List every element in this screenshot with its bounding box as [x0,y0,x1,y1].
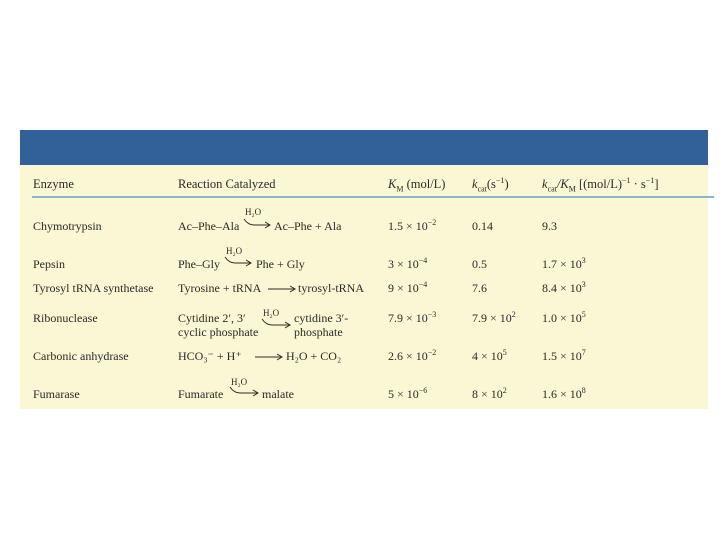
enzyme-table [20,130,708,409]
row-3-enzyme: Tyrosyl tRNA synthetase [33,281,154,295]
row-6-product: malate [262,387,294,401]
header-enzyme: Enzyme [33,177,74,191]
row-5-kcat: $4 \times 10^5$ [472,348,507,363]
row-1-product: Ac–Phe + Ala [274,219,342,233]
row-6-arrow-icon [228,384,260,398]
row-1-water: H₂O [245,207,262,217]
row-4-enzyme: Ribonuclease [33,311,98,325]
row-3-kcat: 7.6 [472,281,487,295]
row-4-kcat: $7.9 \times 10^2$ [472,310,516,325]
header-reaction: Reaction Catalyzed [178,177,276,191]
row-6-kcat: $8 \times 10^2$ [472,386,507,401]
row-1-kcat: 0.14 [472,219,493,233]
row-3-ratio: $8.4 \times 10^3$ [542,280,586,295]
row-5-enzyme: Carbonic anhydrase [33,349,129,363]
row-1-enzyme: Chymotrypsin [33,219,102,233]
row-5-ratio: $1.5 \times 10^7$ [542,348,586,363]
row-1-reactant: Ac–Phe–Ala [178,219,240,233]
row-1-km: $1.5 \times 10^{-2}$ [388,218,437,233]
header-ratio: $k_{cat}/K_M$ $[(mol/L)^{-1} \cdot s^{-1}]$ [542,175,659,194]
header-rule [32,196,714,198]
row-4-km: $7.9 \times 10^{-3}$ [388,310,437,325]
row-5-product: H₂O + CO₂ [286,349,342,363]
row-4-reactant-line2: cyclic phosphate [178,325,259,339]
table-header-bar [20,130,708,165]
row-6-enzyme: Fumarase [33,387,80,401]
row-4-product-line2: phosphate [294,325,343,339]
row-4-product: cytidine 3′- [294,311,349,325]
row-2-arrow-icon [223,254,253,268]
row-5-reactant: HCO₃⁻ + H⁺ [178,349,242,363]
row-3-arrow-icon [267,281,297,295]
row-2-km: $3 \times 10^{-4}$ [388,256,428,271]
row-2-reactant: Phe–Gly [178,257,220,271]
row-2-ratio: $1.7 \times 10^3$ [542,256,586,271]
row-6-km: $5 \times 10^{-6}$ [388,386,428,401]
row-2-enzyme: Pepsin [33,257,66,271]
header-km: $K_M$ (mol/L) [388,177,446,194]
row-4-ratio: $1.0 \times 10^5$ [542,310,586,325]
row-6-ratio: $1.6 \times 10^8$ [542,386,586,401]
row-4-arrow-icon [260,316,292,330]
row-2-water: H₂O [226,246,243,256]
row-3-product: tyrosyl-tRNA [298,281,364,295]
row-4-reactant: Cytidine 2′, 3′ [178,311,246,325]
row-2-kcat: 0.5 [472,257,487,271]
row-6-reactant: Fumarate [178,387,224,401]
header-kcat: $k_{cat}(s^{-1})$ [472,175,509,194]
row-3-reactant: Tyrosine + tRNA [178,281,262,295]
row-1-arrow-icon [242,216,272,230]
row-5-arrow-icon [254,349,284,363]
row-1-ratio: 9.3 [542,219,557,233]
row-2-product: Phe + Gly [256,257,305,271]
row-6-water: H₂O [231,377,248,387]
row-3-km: $9 \times 10^{-4}$ [388,280,428,295]
row-4-water: H₂O [263,308,280,318]
row-5-km: $2.6 \times 10^{-2}$ [388,348,437,363]
